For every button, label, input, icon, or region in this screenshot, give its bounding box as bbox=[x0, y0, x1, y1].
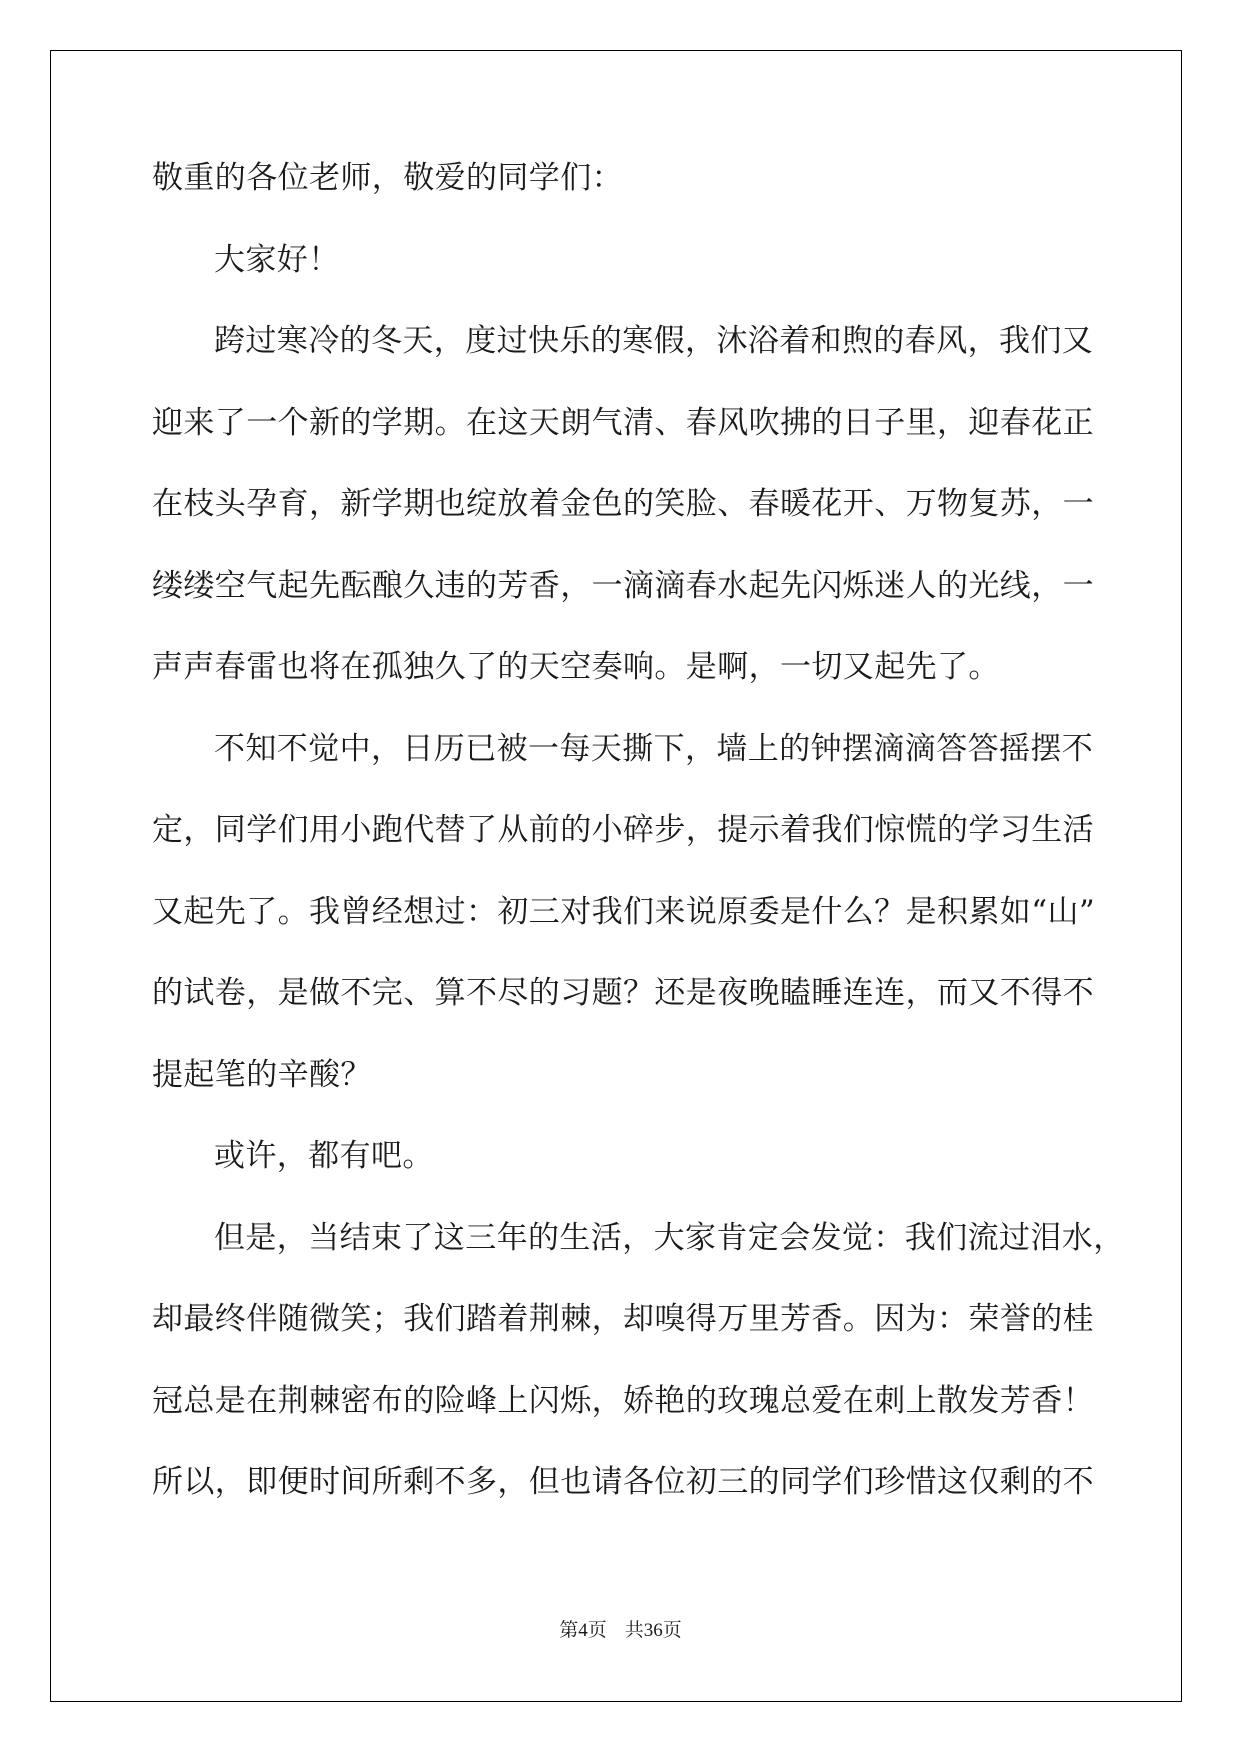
text-line: 声声春雷也将在孤独久了的天空奏响。是啊，一切又起先了。 bbox=[152, 649, 1000, 685]
total-suffix: 页 bbox=[662, 1620, 682, 1641]
text-line: 不知不觉中，日历已被一每天撕下，墙上的钟摆滴滴答答摇摆不 bbox=[214, 730, 1094, 767]
text-line: 或许，都有吧。 bbox=[214, 1138, 434, 1174]
page-number: 4 bbox=[578, 1620, 588, 1641]
total-pages: 36 bbox=[643, 1620, 663, 1641]
text-line: 冠总是在荆棘密布的险峰上闪烁，娇艳的玫瑰总爱在刺上散发芳香！ bbox=[152, 1382, 1094, 1419]
text-line: 但是，当结束了这三年的生活，大家肯定会发觉：我们流过泪水， bbox=[214, 1219, 1125, 1256]
text-line: 提起笔的辛酸？ bbox=[152, 1056, 372, 1093]
text-line: 缕缕空气起先酝酿久违的芳香，一滴滴春水起先闪烁迷人的光线，一 bbox=[152, 567, 1094, 604]
document-body bbox=[152, 160, 1125, 1546]
page-suffix: 页 bbox=[587, 1620, 607, 1641]
text-line: 却最终伴随微笑；我们踏着荆棘，却嗅得万里芳香。因为：荣誉的桂 bbox=[152, 1301, 1094, 1337]
text-line: 的试卷，是做不完、算不尽的习题？还是夜晚瞌睡连连，而又不得不 bbox=[152, 975, 1094, 1011]
text-line: 定，同学们用小跑代替了从前的小碎步，提示着我们惊慌的学习生活 bbox=[152, 812, 1094, 848]
total-prefix: 共 bbox=[624, 1620, 644, 1641]
text-line: 又起先了。我曾经想过：初三对我们来说原委是什么？是积累如“山” bbox=[152, 893, 1096, 930]
text-line: 在枝头孕育，新学期也绽放着金色的笑脸、春暖花开、万物复苏，一 bbox=[152, 486, 1094, 522]
text-line: 大家好！ bbox=[214, 241, 340, 278]
text-line: 跨过寒冷的冬天，度过快乐的寒假，沐浴着和煦的春风，我们又 bbox=[214, 323, 1094, 359]
text-line: 敬重的各位老师，敬爱的同学们： bbox=[152, 160, 623, 196]
page-footer bbox=[0, 1619, 1241, 1643]
page-prefix: 第 bbox=[559, 1620, 579, 1641]
text-line: 所以，即便时间所剩不多，但也请各位初三的同学们珍惜这仅剩的不 bbox=[152, 1464, 1094, 1500]
text-line: 迎来了一个新的学期。在这天朗气清、春风吹拂的日子里，迎春花正 bbox=[152, 404, 1094, 441]
